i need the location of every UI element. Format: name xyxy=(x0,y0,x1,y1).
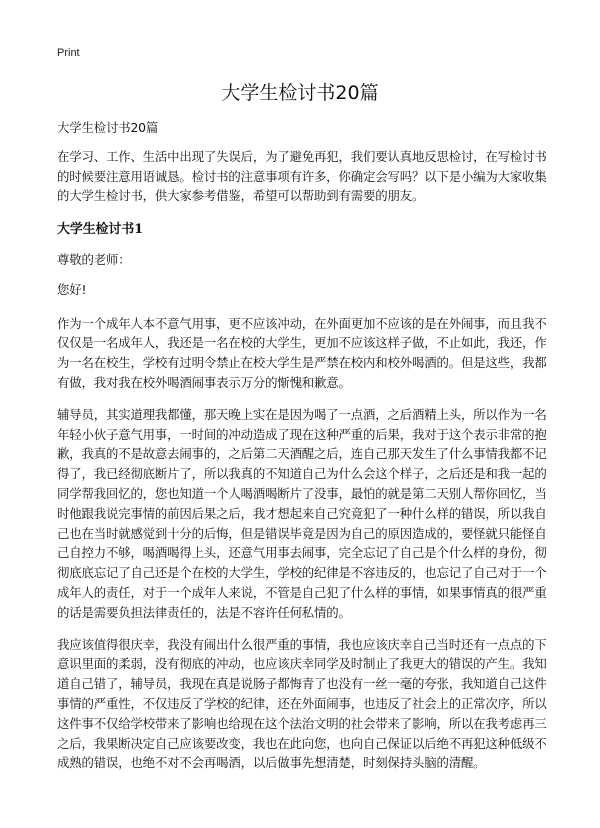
article-subtitle: 大学生检讨书20篇 xyxy=(57,120,159,135)
section-heading: 大学生检讨书1 xyxy=(57,222,143,238)
article-body xyxy=(57,118,551,785)
greeting: 您好! xyxy=(57,281,87,297)
body-paragraph: 作为一个成年人本不意气用事，更不应该冲动，在外面更加不应该的是在外闹事，而且我不仅仅是一名成年人，我还是一名在校的大学生，更加不应该这样子做，不止如此，我还，作为一名在校生，学校有过明令禁止在校大学生是严禁在校内和校外喝酒的。但是这些，我都有做，我对我在校外喝酒闹事表示万分的惭愧和歉意。 xyxy=(57,315,547,390)
salutation: 尊敬的老师： xyxy=(57,251,131,267)
print-link[interactable]: Print xyxy=(57,47,80,59)
body-paragraph: 辅导员，其实道理我都懂，那天晚上实在是因为喝了一点酒，之后酒精上头，所以作为一名年轻小伙子意气用事，一时间的冲动造成了现在这种严重的后果，我对于这个表示非常的抱歉，我真的不是故意去闹事的，之后第二天酒醒之后，连自己那天发生了什么事情我都不记得了，我已经彻底断片了，所以我真的不知道自己为什么会这个样子，之后还是和我一起的同学帮我回忆的，您也知道一个人喝酒喝断片了没事，最怕的就是第二天别人帮你回忆，当时他跟我说完事情的前因后果之后，我才想起来自己究竟犯了一种什么样的错误，所以我自己也在当时就感觉到十分的后悔，但是错误毕竟是因为自己的原因造成的，要怪就只能怪自己自控力不够，喝酒喝得上头，还意气用事去闹事，完全忘记了自己是个什么样的身份，彻彻底底忘记了自己还是个在校的大学生，学校的纪律是不容违反的，也忘记了自己对于一个成年人的责任，对于一个成年人来说，不管是自己犯了什么样的事情，如果事情真的很严重的话是需要负担法律责任的，法是不容许任何私情的。 xyxy=(57,406,547,620)
document-title: 大学生检讨书20篇 xyxy=(221,82,379,104)
body-paragraph: 我应该值得很庆幸，我没有闹出什么很严重的事情，我也应该庆幸自己当时还有一点点的下意识里面的柔弱，没有彻底的冲动，也应该庆幸同学及时制止了我更大的错误的产生。我知道自己错了，辅导员，我现在真是说肠子都悔青了也没有一丝一毫的夸张，我知道自己这件事情的严重性，不仅违反了学校的纪律，还在外面闹事，也违反了社会上的正常次序，所以这件事不仅给学校带来了影响也给现在这个法治文明的社会带来了影响，所以在我考虑再三之后，我果断决定自己应该要改变，我也在此向您，也向自己保证以后绝不再犯这种低级不成熟的错误，也绝不对不会再喝酒，以后做事先想清楚，时刻保持头脑的清醒。 xyxy=(57,636,547,771)
intro-paragraph: 在学习、工作、生活中出现了失误后，为了避免再犯，我们要认真地反思检讨，在写检讨书的时候要注意用语诚恳。检讨书的注意事项有许多，你确定会写吗？以下是小编为大家收集的大学生检讨书，供大家参考借鉴，希望可以帮助到有需要的朋友。 xyxy=(57,148,547,204)
